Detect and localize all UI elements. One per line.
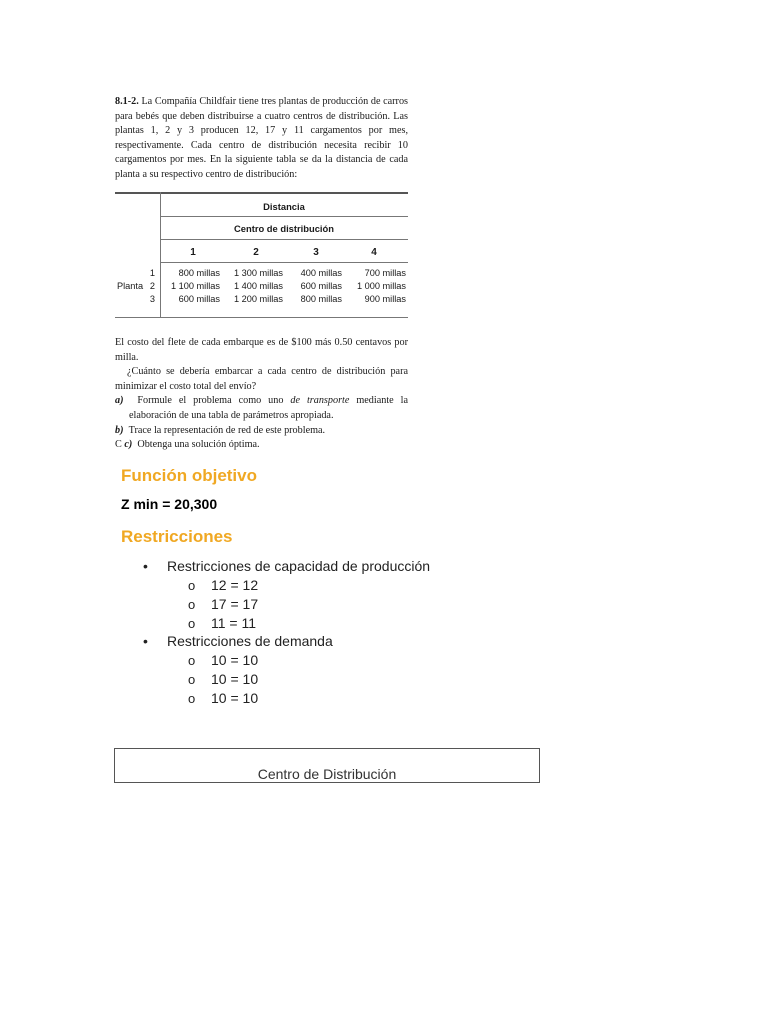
sub-bullet-icon: o	[188, 672, 196, 687]
table-cell: 700 millas	[364, 268, 406, 278]
table-cell: 800 millas	[178, 268, 220, 278]
item-a	[115, 394, 408, 423]
table-cell: 1 300 millas	[233, 268, 283, 278]
table-col-header: 4	[371, 247, 377, 258]
table-rule	[160, 239, 408, 240]
item-a-text-1: Formule el problema como uno	[137, 395, 291, 407]
bullet-icon: •	[143, 633, 148, 649]
item-c-prefix: C	[115, 439, 122, 451]
item-b-text: Trace la representación de red de este problema.	[128, 424, 326, 436]
table-row-group-label: Planta	[117, 281, 144, 291]
question-text: ¿Cuánto se debería embarcar a cada centro de distribución para minimizar el costo total del envío?	[115, 366, 408, 392]
restriction-item: 10 = 10	[211, 671, 259, 687]
sub-bullet-icon: o	[188, 597, 196, 612]
restrictions-heading: Restricciones	[121, 527, 233, 546]
item-c-label: c)	[124, 439, 133, 451]
table-cell: 400 millas	[300, 268, 342, 278]
table-cell: 600 millas	[300, 281, 342, 291]
table-row-number: 1	[149, 268, 155, 278]
restriction-item: 17 = 17	[211, 596, 259, 612]
restriction-item: 11 = 11	[211, 615, 257, 631]
table-row-number: 2	[149, 281, 155, 291]
table-header-distancia: Distancia	[263, 201, 305, 212]
table-row-number: 3	[149, 294, 155, 304]
restriction-item: 12 = 12	[211, 577, 259, 593]
table-cell: 600 millas	[178, 294, 220, 304]
table-bottom-rule	[115, 317, 408, 318]
table-col-header: 2	[253, 247, 259, 258]
table-cell: 1 200 millas	[233, 294, 283, 304]
distribution-center-title: Centro de Distribución	[257, 766, 397, 782]
table-col-header: 3	[313, 247, 319, 258]
problem-statement	[115, 95, 408, 183]
table-cell: 1 100 millas	[170, 281, 220, 291]
item-a-label: a)	[115, 395, 124, 407]
sub-bullet-icon: o	[188, 691, 196, 706]
restriction-item: 10 = 10	[211, 652, 259, 668]
problem-continuation	[115, 336, 408, 453]
problem-text: La Compañía Childfair tiene tres plantas de producción de carros para bebés que deben distribuirse a cuatro centros de distribución. Las plantas 1, 2 y 3 producen 12, 17 y 11 cargamentos por mes, respectivamente. Cada centro de distribución necesita recibir 10 cargamentos por mes. En la siguiente tabla se da la distancia de cada planta a su respectivo centro de distribución:	[115, 96, 408, 180]
item-a-text-em: de transporte	[290, 395, 350, 407]
distribution-center-table	[114, 748, 540, 783]
item-b	[115, 424, 408, 439]
item-c-text: Obtenga una solución óptima.	[137, 439, 260, 451]
item-a-text-2: mediante la elaboración de una tabla de parámetros apropiada.	[129, 395, 408, 421]
table-rule	[160, 262, 408, 263]
item-c	[115, 438, 408, 453]
sub-bullet-icon: o	[188, 616, 196, 631]
table-col-header: 1	[190, 247, 196, 258]
table-cell: 1 400 millas	[233, 281, 283, 291]
sub-bullet-icon: o	[188, 653, 196, 668]
table-subheader: Centro de distribución	[233, 223, 334, 234]
table-cell: 900 millas	[364, 294, 406, 304]
restriction-item: 10 = 10	[211, 690, 259, 706]
table-cell: 1 000 millas	[356, 281, 406, 291]
objective-heading: Función objetivo	[121, 466, 257, 485]
bullet-icon: •	[143, 558, 148, 574]
table-top-rule	[115, 192, 408, 194]
zmin-value: Z min = 20,300	[121, 496, 218, 512]
table-cell: 800 millas	[300, 294, 342, 304]
restriction-group-label: Restricciones de capacidad de producción	[167, 558, 431, 574]
restriction-group-label: Restricciones de demanda	[167, 633, 333, 649]
cost-text: El costo del flete de cada embarque es de $100 más 0.50 centavos por milla.	[115, 337, 408, 363]
item-b-label: b)	[115, 424, 124, 436]
sub-bullet-icon: o	[188, 578, 196, 593]
problem-number: 8.1-2.	[115, 96, 139, 107]
table-rule	[160, 216, 408, 217]
